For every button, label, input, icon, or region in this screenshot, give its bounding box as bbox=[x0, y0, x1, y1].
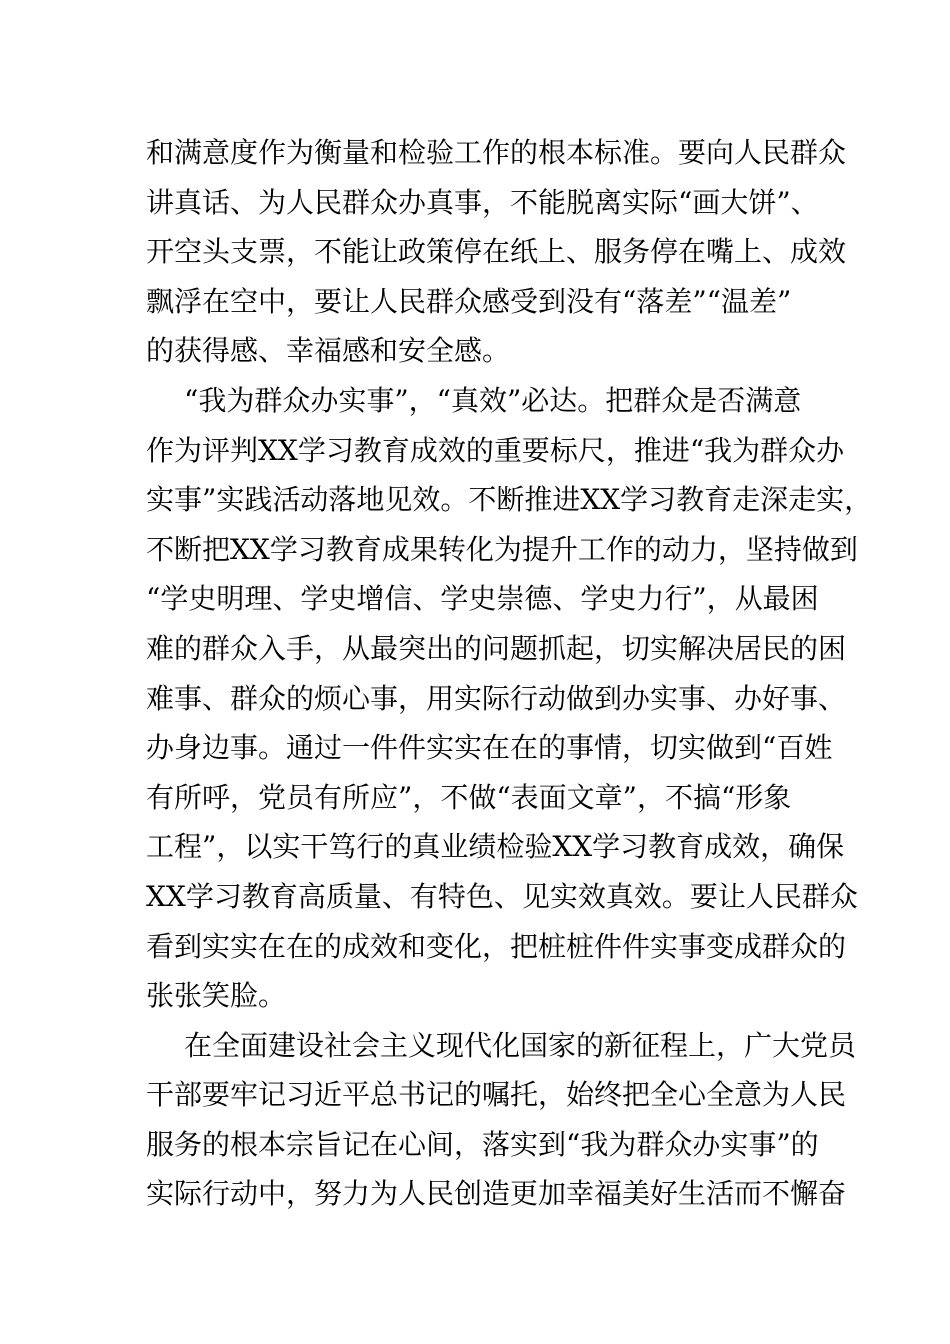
text-line-indented: 在全面建设社会主义现代化国家的新征程上，广大党员 bbox=[184, 1028, 857, 1062]
text-line: 开空头支票，不能让政策停在纸上、服务停在嘴上、成效 bbox=[146, 235, 847, 269]
text-line: 有所呼，党员有所应”，不做“表面文章”，不搞“形象 bbox=[146, 780, 792, 814]
text-line: 看到实实在在的成效和变化，把桩桩件件实事变成群众的 bbox=[146, 929, 847, 963]
text-line: 工程”，以实干笃行的真业绩检验XX学习教育成效，确保 bbox=[146, 830, 845, 864]
document-body bbox=[146, 128, 873, 1219]
paragraph-3 bbox=[146, 1021, 857, 1219]
text-line: 张张笑脸。 bbox=[146, 979, 287, 1013]
text-line: “学史明理、学史增信、学史崇德、学史力行”，从最困 bbox=[146, 582, 819, 616]
text-line: 的获得感、幸福感和安全感。 bbox=[146, 334, 511, 368]
text-line: 难的群众入手，从最突出的问题抓起，切实解决居民的困 bbox=[146, 631, 847, 665]
text-line: 和满意度作为衡量和检验工作的根本标准。要向人民群众 bbox=[146, 136, 847, 169]
paragraph-2 bbox=[146, 376, 873, 1021]
text-line-indented: “我为群众办实事”，“真效”必达。把群众是否满意 bbox=[184, 383, 802, 417]
text-line: 干部要牢记习近平总书记的嘱托，始终把全心全意为人民 bbox=[146, 1078, 847, 1112]
text-line: 作为评判XX学习教育成效的重要标尺，推进“我为群众办 bbox=[146, 433, 845, 467]
text-line: 实事”实践活动落地见效。不断推进XX学习教育走深走实， bbox=[146, 483, 873, 517]
paragraph-1 bbox=[146, 128, 847, 376]
text-line: 实际行动中，努力为人民创造更加幸福美好生活而不懈奋 bbox=[146, 1177, 847, 1211]
text-line: 飘浮在空中，要让人民群众感受到没有“落差”“温差” bbox=[146, 284, 792, 318]
text-line: 服务的根本宗旨记在心间，落实到“我为群众办实事”的 bbox=[146, 1127, 819, 1161]
text-line: 难事、群众的烦心事，用实际行动做到办实事、办好事、 bbox=[146, 681, 847, 715]
text-line: 办身边事。通过一件件实实在在的事情，切实做到“百姓 bbox=[146, 731, 833, 765]
text-line: 讲真话、为人民群众办真事，不能脱离实际“画大饼”、 bbox=[146, 185, 819, 219]
text-line: 不断把XX学习教育成果转化为提升工作的动力，坚持做到 bbox=[146, 532, 858, 566]
text-line: XX学习教育高质量、有特色、见实效真效。要让人民群众 bbox=[146, 879, 858, 913]
